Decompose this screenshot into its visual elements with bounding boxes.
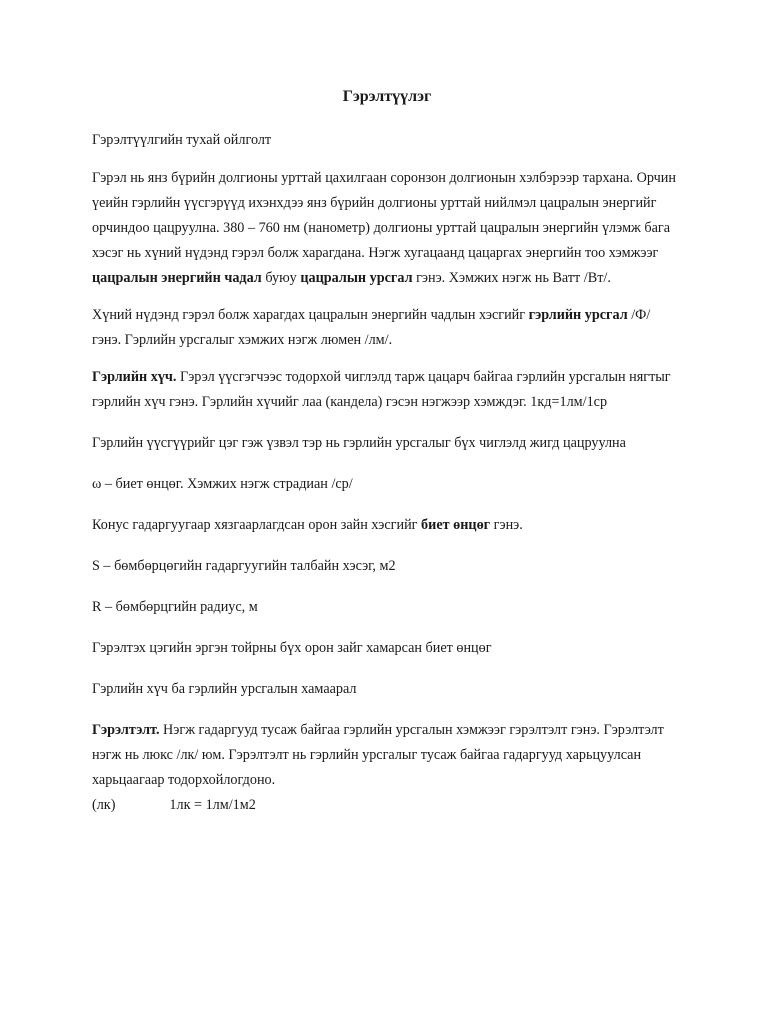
term-illuminance: Гэрэлтэлт. xyxy=(92,722,160,738)
term-radiant-power: цацралын энергийн чадал xyxy=(92,270,262,286)
paragraph-light-intro xyxy=(92,166,682,291)
paragraph-text: гэнэ. xyxy=(490,517,523,533)
paragraph-text: Гэрэл үүсгэгчээс тодорхой чиглэлд тарж цацарч байгаа гэрлийн урсгалын нягтыг гэрлийн хүч гэнэ. Гэрлийн хүчийг лаа (кандела) гэсэн нэгжээр хэмждэг. 1кд=1лм/1ср xyxy=(92,369,671,410)
illuminance-formula xyxy=(92,793,682,818)
paragraph-solid-angle-unit: ω – биет өнцөг. Хэмжих нэгж страдиан /ср/ xyxy=(92,476,353,492)
paragraph-luminous-intensity xyxy=(92,365,682,415)
paragraph-text: Конус гадаргуугаар хязгаарлагдсан орон зайн хэсгийг xyxy=(92,517,422,533)
document-body xyxy=(92,84,682,818)
section-subtitle: Гэрэлтүүлгийн тухай ойлголт xyxy=(92,132,272,148)
paragraph-text: Гэрэл нь янз бүрийн долгионы урттай цахилгаан соронзон долгионын хэлбэрээр тархана. Орчин үеийн гэрлийн үүсгэрүүд ихэнхдээ янз бүрийн долгионы урттай нийлмэл цацралын энергийг орчиндоо цацруулна. 380 – 760 нм (нанометр) долгионы урттай цацралын энергийн үлэмж бага хэсэг нь хүний нүдэнд гэрэл болж харагдана. Нэгж хугацаанд цацаргах энергийн тоо хэмжээг xyxy=(92,170,676,261)
paragraph-text: /Ф/ гэнэ. Гэрлийн урсгалыг хэмжих нэгж люмен /лм/. xyxy=(92,307,651,348)
term-solid-angle: биет өнцөг xyxy=(421,517,491,533)
formula-expression: 1лк = 1лм/1м2 xyxy=(169,797,256,813)
term-luminous-intensity: Гэрлийн хүч. xyxy=(92,369,177,385)
paragraph-text: буюу xyxy=(261,270,301,286)
paragraph-full-solid-angle: Гэрэлтэх цэгийн эргэн тойрны бүх орон зайг хамарсан биет өнцөг xyxy=(92,640,492,656)
document-title: Гэрэлтүүлэг xyxy=(342,88,432,105)
paragraph-solid-angle-definition xyxy=(92,513,682,538)
paragraph-text: гэнэ. Хэмжих нэгж нь Ватт /Вт/. xyxy=(412,270,611,286)
paragraph-sphere-area: S – бөмбөрцөгийн гадаргуугийн талбайн хэсэг, м2 xyxy=(92,558,396,574)
formula-unit: (лк) xyxy=(92,797,116,813)
paragraph-intensity-flux-relation: Гэрлийн хүч ба гэрлийн урсгалын хамаарал xyxy=(92,681,357,697)
term-radiant-flux: цацралын урсгал xyxy=(300,270,413,286)
paragraph-text: Нэгж гадаргууд тусаж байгаа гэрлийн урсгалын хэмжээг гэрэлтэлт гэнэ. Гэрэлтэлт нэгж нь люкс /лк/ юм. Гэрэлтэлт нь гэрлийн урсгалыг тусаж байгаа гадаргууд харьцуулсан харьцаагаар тодорхойлогдоно. xyxy=(92,722,664,788)
paragraph-illuminance xyxy=(92,718,682,793)
paragraph-luminous-flux xyxy=(92,303,682,353)
paragraph-sphere-radius: R – бөмбөрцгийн радиус, м xyxy=(92,599,258,615)
paragraph-text: Хүний нүдэнд гэрэл болж харагдах цацралын энергийн чадлын хэсгийг xyxy=(92,307,529,323)
paragraph-point-source: Гэрлийн үүсгүүрийг цэг гэж үзвэл тэр нь гэрлийн урсгалыг бүх чиглэлд жигд цацруулна xyxy=(92,435,626,451)
term-luminous-flux: гэрлийн урсгал xyxy=(528,307,628,323)
